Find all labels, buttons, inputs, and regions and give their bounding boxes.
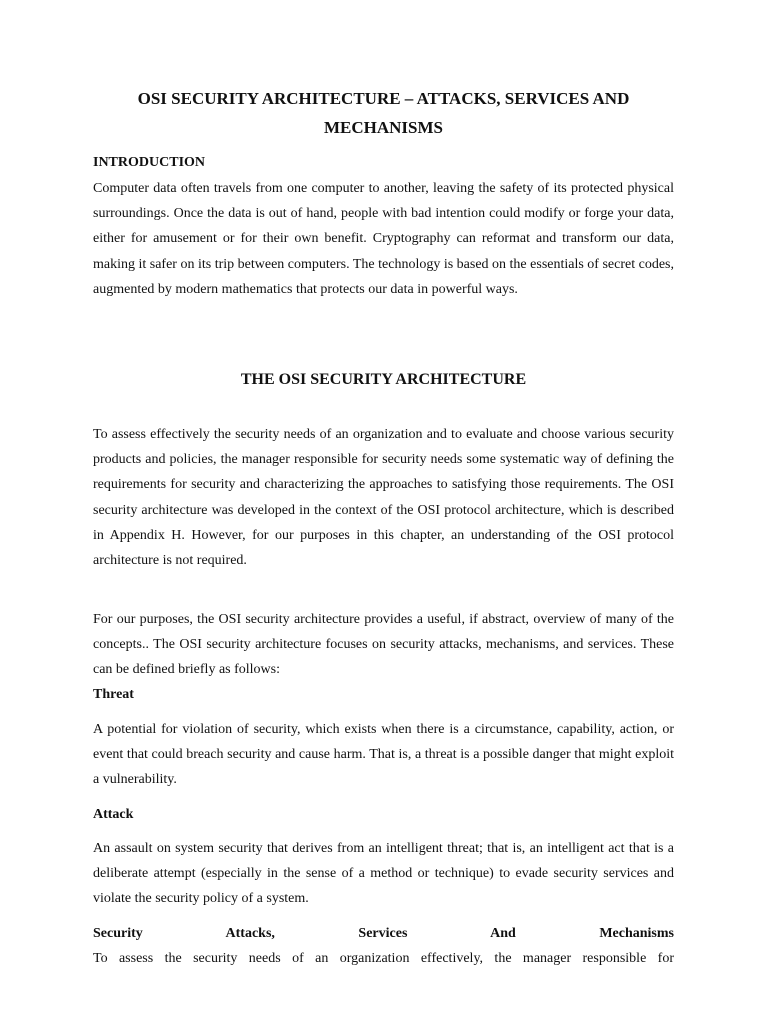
- introduction-heading: INTRODUCTION: [93, 155, 206, 170]
- security-attacks-paragraph: To assess the security needs of an organization effectively, the manager responsible for: [93, 951, 674, 966]
- attack-paragraph: An assault on system security that derives from an intelligent threat; that is, an intelligent act that is a deliberate attempt (especially in the sense of a method or technique) to evade security services and violate the security policy of a system.: [93, 841, 674, 907]
- introduction-paragraph: Computer data often travels from one computer to another, leaving the safety of its protected physical surroundings. Once the data is out of hand, people with bad intention could modify or forge your data, either for amusement or for their own benefit. Cryptography can reformat and transform our data, making it safer on its trip between computers. The technology is based on the essentials of secret codes, augmented by modern mathematics that protects our data in powerful ways.: [93, 181, 674, 297]
- osi-paragraph-1: To assess effectively the security needs of an organization and to evaluate and choose various security products and policies, the manager responsible for security needs some systematic way of defining the requirements for security and characterizing the approaches to satisfying those requirements. The OSI security architecture was developed in the context of the OSI protocol architecture, which is described in Appendix H. However, for our purposes in this chapter, an understanding of the OSI protocol architecture is not required.: [93, 427, 674, 569]
- document-title: OSI SECURITY ARCHITECTURE – ATTACKS, SERVICES AND MECHANISMS: [137, 89, 630, 137]
- osi-section-heading: THE OSI SECURITY ARCHITECTURE: [240, 371, 527, 388]
- osi-paragraph-2: For our purposes, the OSI security architecture provides a useful, if abstract, overview of many of the concepts.. The OSI security architecture focuses on security attacks, mechanisms, and services. These can be defined briefly as follows:: [93, 612, 674, 678]
- threat-paragraph: A potential for violation of security, which exists when there is a circumstance, capability, action, or event that could breach security and cause harm. That is, a threat is a possible danger that might exploit a vulnerability.: [93, 722, 674, 788]
- security-attacks-heading: Security Attacks, Services And Mechanisms: [93, 926, 674, 941]
- attack-heading: Attack: [93, 807, 134, 822]
- threat-heading: Threat: [93, 687, 134, 702]
